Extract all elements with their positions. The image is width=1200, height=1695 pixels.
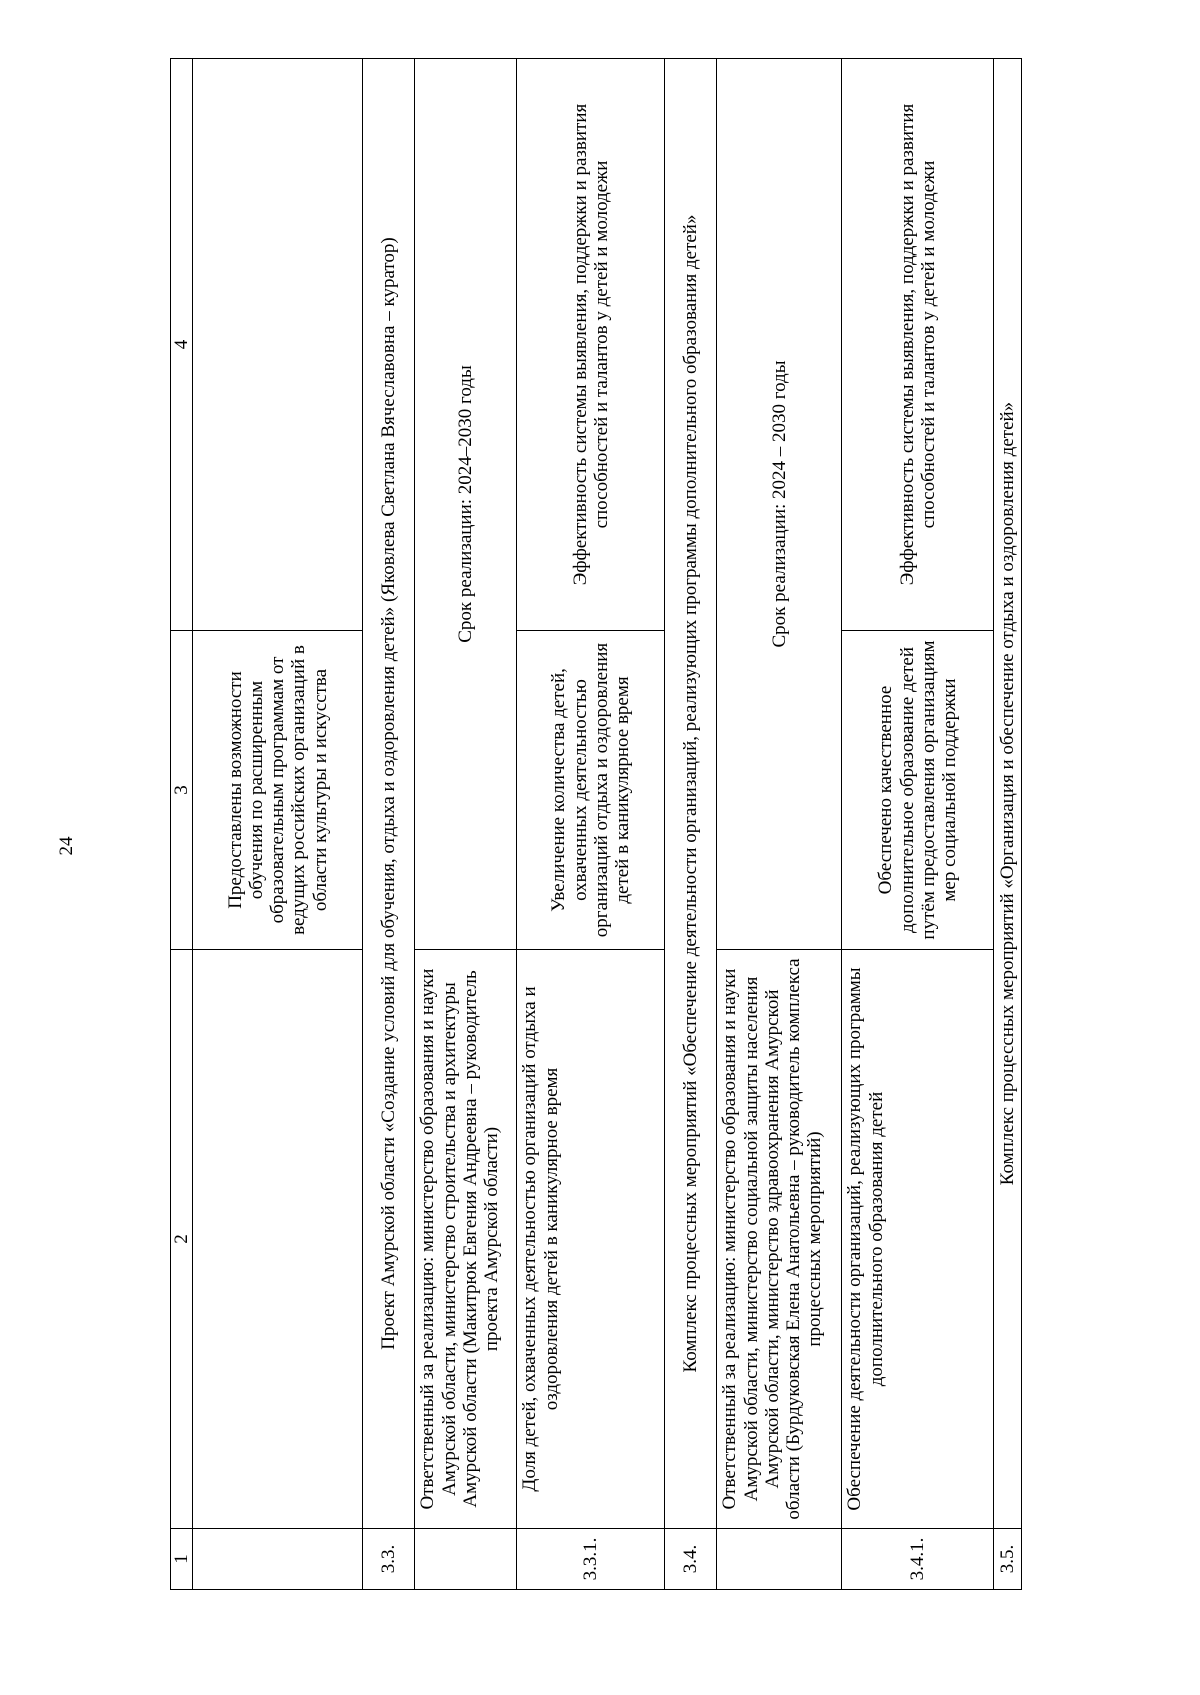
cell-col-4 [193,59,363,631]
cell-num [717,1529,842,1590]
row-number: 3.4.1. [842,1529,994,1590]
complex-title: Комплекс процессных мероприятий «Обеспечение деятельности организаций, реализующих программы дополнительного образования детей» [665,59,717,1529]
row-number: 3.4. [665,1529,717,1590]
table-row [415,59,517,1590]
effect-cell: Эффективность системы выявления, поддержки и развития способностей и талантов у детей и молодежи [842,59,994,631]
table-row [842,59,994,1590]
responsible-cell: Ответственный за реализацию: министерство образования и науки Амурской области, министерство социальной защиты населения Амурской области, министерство здравоохранения Амурской области (Бурдуковская Елена Анатольевна – руководитель комплекса процессных мероприятий) [717,950,842,1529]
project-title: Проект Амурской области «Создание условий для обучения, отдыха и оздоровления детей» (Яковлева Светлана Вячеславовна – куратор) [363,59,415,1529]
header-col-2: 2 [171,950,193,1529]
complex-title: Комплекс процессных мероприятий «Организация и обеспечение отдыха и оздоровления детей» [994,59,1022,1529]
effect-cell: Эффективность системы выявления, поддержки и развития способностей и талантов у детей и молодежи [517,59,665,631]
table-row [717,59,842,1590]
header-col-1: 1 [171,1529,193,1590]
indicator-cell: Доля детей, охваченных деятельностью организаций отдыха и оздоровления детей в каникулярное время [517,950,665,1529]
cell-num [415,1529,517,1590]
row-number: 3.3. [363,1529,415,1590]
program-table [170,58,1022,1590]
table-row [665,59,717,1590]
table-row [193,59,363,1590]
cell-col-3: Предоставлены возможности обучения по расширенным образовательным программам от ведущих российских организаций в области культуры и искусства [193,631,363,950]
term-cell: Срок реализации: 2024–2030 годы [415,59,517,950]
responsible-cell: Ответственный за реализацию: министерство образования и науки Амурской области, министерство строительства и архитектуры Амурской области (Макитрюк Евгения Андреевна – руководитель проекта Амурской области) [415,950,517,1529]
header-col-3: 3 [171,631,193,950]
result-cell: Увеличение количества детей, охваченных деятельностью организаций отдыха и оздоровления детей в каникулярное время [517,631,665,950]
result-cell: Обеспечено качественное дополнительное образование детей путём предоставления организациям мер социальной поддержки [842,631,994,950]
table-header-row [171,59,193,1590]
row-number: 3.3.1. [517,1529,665,1590]
rotated-table-container [170,95,1100,1590]
cell-col-2 [193,950,363,1529]
table-row [363,59,415,1590]
page-number: 24 [56,836,77,856]
indicator-cell: Обеспечение деятельности организаций, реализующих программы дополнительного образования детей [842,950,994,1529]
term-cell: Срок реализации: 2024 – 2030 годы [717,59,842,950]
header-col-4: 4 [171,59,193,631]
cell-num [193,1529,363,1590]
table-row [517,59,665,1590]
row-number: 3.5. [994,1529,1022,1590]
table-row [994,59,1022,1590]
